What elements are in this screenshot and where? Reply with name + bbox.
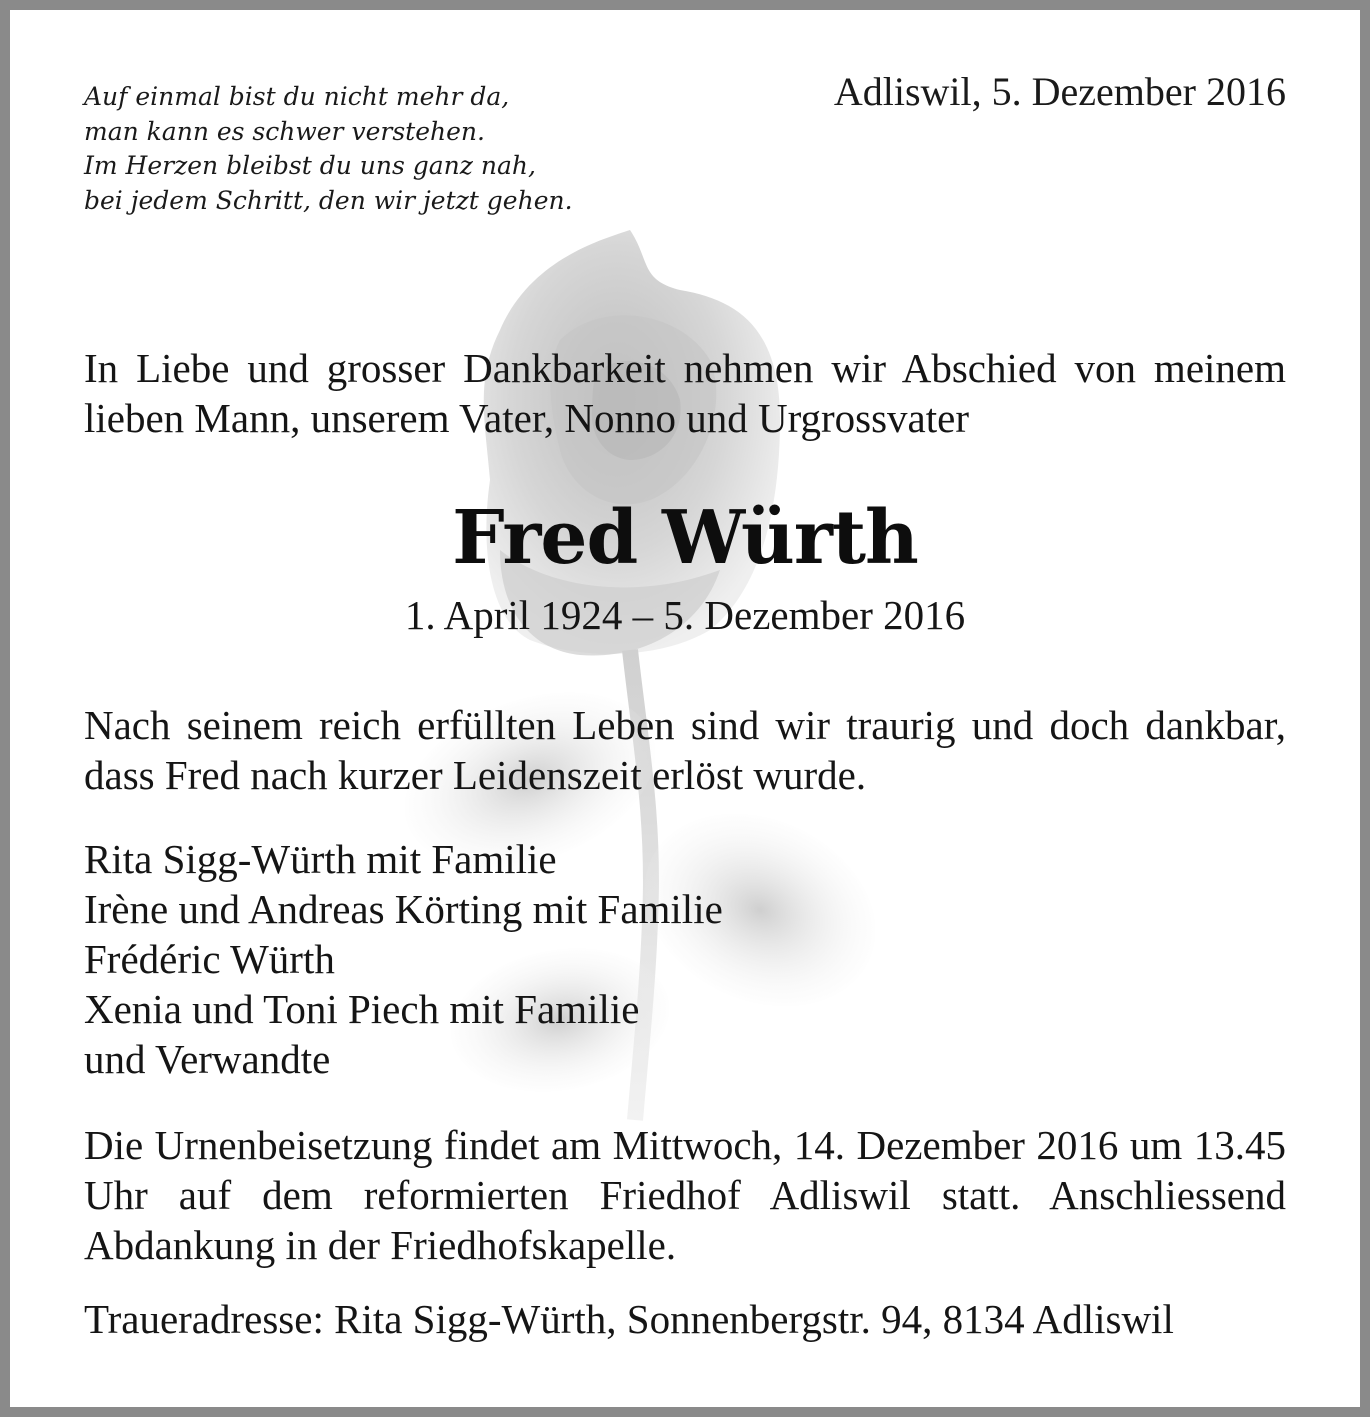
mourner-item: Frédéric Würth — [84, 936, 335, 982]
message-text: Nach seinem reich erfüllten Leben sind wir traurig und doch dankbar, dass Fred nach kurzer Leidenszeit erlöst wurde. — [84, 702, 1286, 798]
poem-line: bei jedem Schritt, den wir jetzt gehen. — [84, 185, 573, 215]
poem-line: man kann es schwer verstehen. — [84, 116, 485, 146]
memorial-poem — [84, 80, 573, 218]
intro-text: In Liebe und grosser Dankbarkeit nehmen wir Abschied von meinem lieben Mann, unserem Vater, Nonno und Urgrossvater — [84, 345, 1286, 441]
mourner-item: Irène und Andreas Körting mit Familie — [84, 886, 723, 932]
mourner-item: Rita Sigg-Würth mit Familie — [84, 836, 557, 882]
mourning-address: Traueradresse: Rita Sigg-Würth, Sonnenbergstr. 94, 8134 Adliswil — [84, 1296, 1174, 1342]
poem-line: Im Herzen bleibst du uns ganz nah, — [84, 151, 536, 180]
place-date: Adliswil, 5. Dezember 2016 — [833, 69, 1286, 114]
ceremony-text: Die Urnenbeisetzung findet am Mittwoch, 14. Dezember 2016 um 13.45 Uhr auf dem reformierten Friedhof Adliswil statt. Anschliessend Abdankung in der Friedhofskapelle. — [84, 1122, 1286, 1268]
deceased-name: Fred Würth — [452, 495, 918, 581]
poem-line: Auf einmal bist du nicht mehr da, — [84, 82, 510, 111]
mourners-list — [84, 834, 1286, 1084]
life-dates: 1. April 1924 – 5. Dezember 2016 — [404, 592, 966, 638]
mourner-item: und Verwandte — [84, 1036, 331, 1082]
mourner-item: Xenia und Toni Piech mit Familie — [84, 986, 640, 1032]
